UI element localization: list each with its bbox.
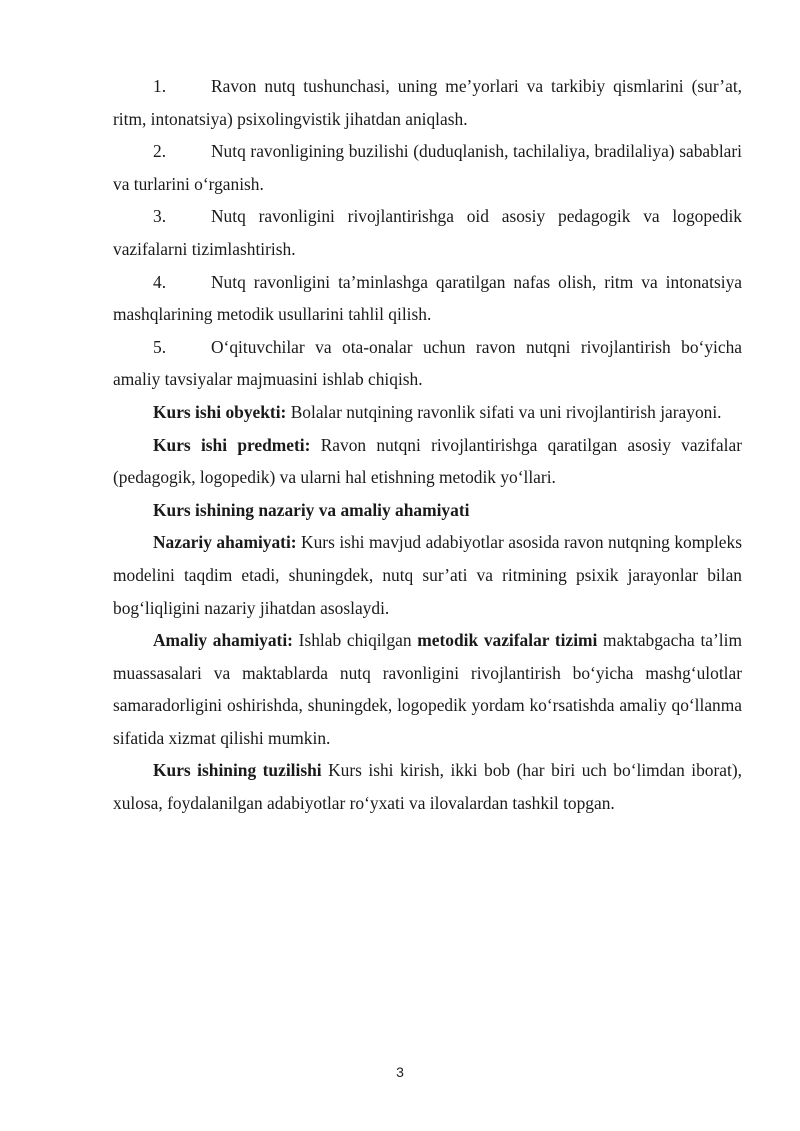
objective-text: Ravon nutq tushunchasi, uning me’yorlari va tarkibiy qismlarini (sur’at, ritm, intonatsiya) psixolingvistik jihatdan aniqlash. [113, 76, 742, 129]
objective-text: Nutq ravonligini ta’minlashga qaratilgan nafas olish, ritm va intonatsiya mashqlarining metodik usullarini tahlil qilish. [113, 271, 742, 325]
objective-number: 5. [153, 336, 167, 357]
practical-significance-paragraph [113, 624, 742, 754]
objective-number: 4. [153, 271, 167, 292]
objective-text: Nutq ravonligining buzilishi (duduqlanish, tachilaliya, bradilaliya) sabablari va turlarini o‘rganish. [113, 141, 742, 194]
research-subject-paragraph [113, 429, 742, 494]
objective-item [113, 70, 742, 135]
significance-heading: Kurs ishining nazariy va amaliy ahamiyati [153, 499, 470, 520]
practical-significance-text-before: Ishlab chiqilgan [292, 630, 418, 651]
objective-text: Nutq ravonligini rivojlantirishga oid asosiy pedagogik va logopedik vazifalarni tizimlashtirish. [113, 206, 742, 259]
objective-number: 2. [153, 141, 167, 162]
objective-item [113, 200, 742, 265]
research-object-paragraph [113, 396, 742, 429]
objective-number: 1. [153, 76, 167, 96]
practical-significance-text-after: maktabgacha ta’lim muassasalari va maktablarda nutq ravonligini rivojlantirish bo‘yicha mashg‘ulotlar samaradorligini oshirishda, shuningdek, logopedik yordam ko‘rsatishda amaliy qo‘llanma sifatida xizmat qilishi mumkin. [113, 630, 742, 748]
objective-item [113, 266, 742, 331]
structure-label: Kurs ishining tuzilishi [153, 760, 322, 781]
practical-significance-label: Amaliy ahamiyati: [153, 630, 293, 651]
objective-text: O‘qituvchilar va ota-onalar uchun ravon nutqni rivojlantirish bo‘yicha amaliy tavsiyalar majmuasini ishlab chiqish. [113, 336, 742, 390]
research-subject-label: Kurs ishi predmeti: [153, 434, 311, 455]
research-object-text: Bolalar nutqining ravonlik sifati va uni rivojlantirish jarayoni. [286, 401, 722, 422]
objective-item [113, 331, 742, 396]
theoretical-significance-text: Kurs ishi mavjud adabiyotlar asosida ravon nutqning kompleks modelini taqdim etadi, shuningdek, nutq sur’ati va ritmining psixik jarayonlar bilan bog‘liqligini nazariy jihatdan asoslaydi. [113, 532, 742, 618]
objective-item [113, 135, 742, 200]
structure-text: Kurs ishi kirish, ikki bob (har biri uch bo‘limdan iborat), xulosa, foydalanilgan adabiyotlar ro‘yxati va ilovalardan tashkil topgan. [113, 760, 742, 814]
theoretical-significance-paragraph [113, 526, 742, 624]
practical-significance-bold-phrase: metodik vazifalar tizimi [417, 630, 598, 651]
objective-number: 3. [153, 206, 167, 227]
research-subject-text: Ravon nutqni rivojlantirishga qaratilgan asosiy vazifalar (pedagogik, logopedik) va ularni hal etishning metodik yo‘llari. [113, 434, 742, 488]
page-number: 3 [396, 1064, 404, 1080]
page-body [113, 70, 742, 820]
structure-paragraph [113, 754, 742, 819]
research-object-label: Kurs ishi obyekti: [153, 401, 287, 422]
theoretical-significance-label: Nazariy ahamiyati: [153, 532, 297, 553]
